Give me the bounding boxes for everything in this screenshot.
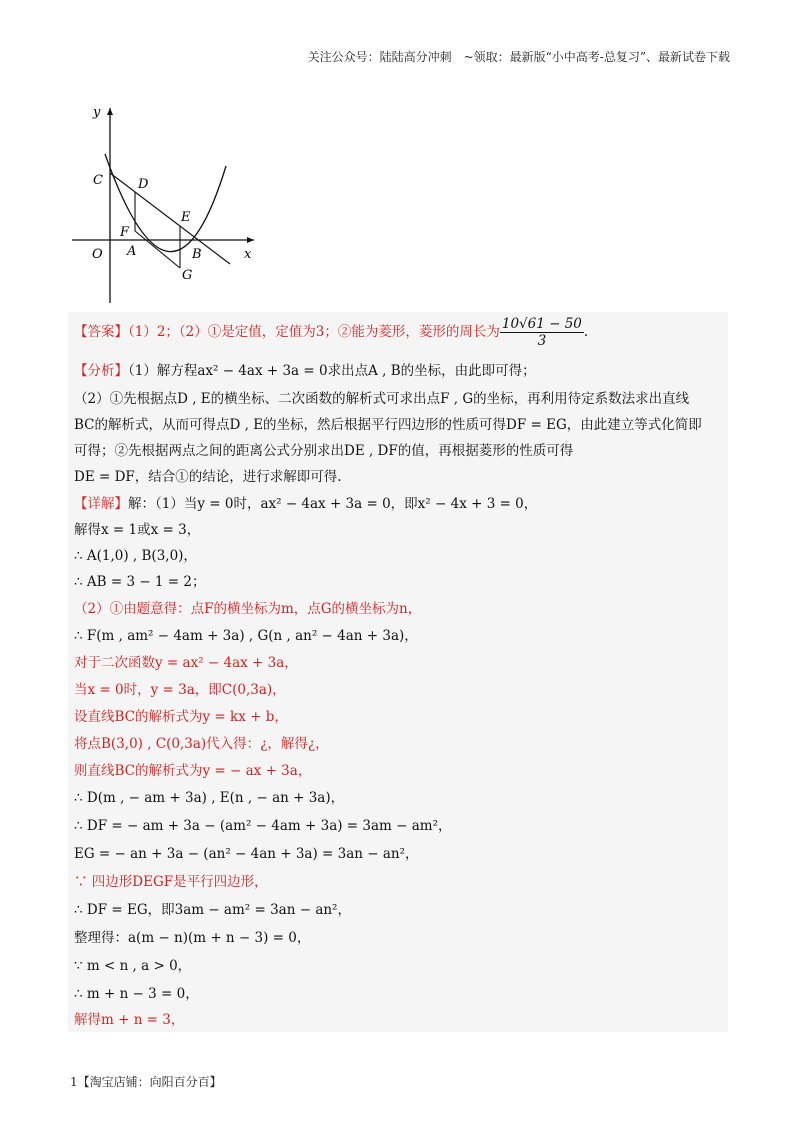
detail-line-7: 对于二次函数y = ax² − 4ax + 3a， — [74, 655, 298, 671]
analysis-line-1 — [74, 361, 536, 381]
detail-line-18: ∵ m < n , a > 0， — [74, 958, 192, 974]
fraction-denominator: 3 — [537, 333, 547, 349]
solution-content — [68, 312, 728, 1032]
label-b: B — [192, 247, 202, 262]
detail-line-11: 则直线BC的解析式为y = − ax + 3a， — [74, 763, 312, 779]
detail-line-1 — [74, 494, 537, 514]
label-e: E — [181, 210, 191, 225]
label-g: G — [182, 268, 193, 283]
fraction-numerator: 10√61 − 50 — [501, 316, 582, 332]
segment-fg — [135, 231, 180, 268]
detail-line-6: ∴ F(m , am² − 4am + 3a) , G(n , an² − 4an + 3a)， — [74, 628, 418, 644]
detail-line-17: 整理得：a(m − n)(m + n − 3) = 0， — [74, 930, 311, 946]
detail-line-12: ∴ D(m , − am + 3a) , E(n , − an + 3a)， — [74, 790, 345, 806]
analysis-line-5: DE = DF，结合①的结论，进行求解即可得. — [74, 469, 342, 485]
detail-label: 【详解】 — [74, 496, 128, 512]
detail-line-8: 当x = 0时，y = 3a，即C(0,3a)， — [74, 682, 286, 698]
y-axis-arrow — [107, 108, 113, 115]
detail-line-9: 设直线BC的解析式为y = kx + b， — [74, 709, 288, 725]
analysis-line-2: （2）①先根据点D , E的横坐标、二次函数的解析式可求出点F , G的坐标，再利用待定系数法求出直线 — [74, 391, 690, 407]
analysis-line-4: 可得；②先根据两点之间的距离公式分别求出DE , DF的值，再根据菱形的性质可得 — [74, 443, 574, 459]
answer-label: 【答案】 — [74, 324, 128, 340]
x-axis-arrow — [247, 237, 254, 243]
parabola-figure — [68, 98, 268, 310]
label-x: x — [244, 247, 252, 262]
label-d: D — [138, 177, 149, 192]
analysis-label: 【分析】 — [74, 363, 128, 379]
detail-line-10: 将点B(3,0) , C(0,3a)代入得：¿，解得¿， — [74, 736, 329, 752]
label-y: y — [93, 105, 101, 120]
answer-fraction — [500, 316, 584, 349]
label-o: O — [92, 247, 103, 262]
detail-line-5: （2）①由题意得：点F的横坐标为m，点G的横坐标为n， — [74, 601, 422, 617]
answer-end: . — [583, 324, 589, 340]
detail-line-20: 解得m + n = 3， — [74, 1012, 185, 1028]
detail-line-4: ∴ AB = 3 − 1 = 2； — [74, 574, 206, 590]
detail-line-2: 解得x = 1或x = 3， — [74, 522, 201, 538]
detail-line-3: ∴ A(1,0) , B(3,0)， — [74, 548, 197, 564]
page-footer: 1【淘宝店铺：向阳百分百】 — [70, 1075, 222, 1089]
detail-line-14: EG = − an + 3a − (an² − 4an + 3a) = 3an − an²， — [74, 846, 419, 862]
page-header: 关注公众号：陆陆高分冲刺 ~领取：最新版“小中高考-总复习”、最新试卷下载 — [307, 50, 730, 64]
detail-line-19: ∴ m + n − 3 = 0， — [74, 986, 199, 1002]
detail-line-15: ∵ 四边形DEGF是平行四边形， — [74, 874, 268, 890]
answer-text: （1）2；（2）①是定值，定值为3；②能为菱形，菱形的周长为 — [128, 324, 500, 340]
detail-text-1: 解：（1）当y = 0时，ax² − 4ax + 3a = 0，即x² − 4x + 3 = 0， — [128, 496, 538, 512]
label-f: F — [120, 225, 130, 240]
answer-line — [74, 316, 588, 349]
detail-line-16: ∴ DF = EG，即3am − am² = 3an − an²， — [74, 902, 351, 918]
analysis-line-3: BC的解析式，从而可得点D , E的坐标，然后根据平行四边形的性质可得DF = EG，由此建立等式化简即 — [74, 417, 702, 433]
label-c: C — [93, 173, 103, 188]
label-a: A — [127, 244, 137, 259]
analysis-text-1: （1）解方程ax² − 4ax + 3a = 0求出点A , B的坐标，由此即可得； — [128, 363, 536, 379]
detail-line-13: ∴ DF = − am + 3a − (am² − 4am + 3a) = 3am − am²， — [74, 818, 452, 834]
